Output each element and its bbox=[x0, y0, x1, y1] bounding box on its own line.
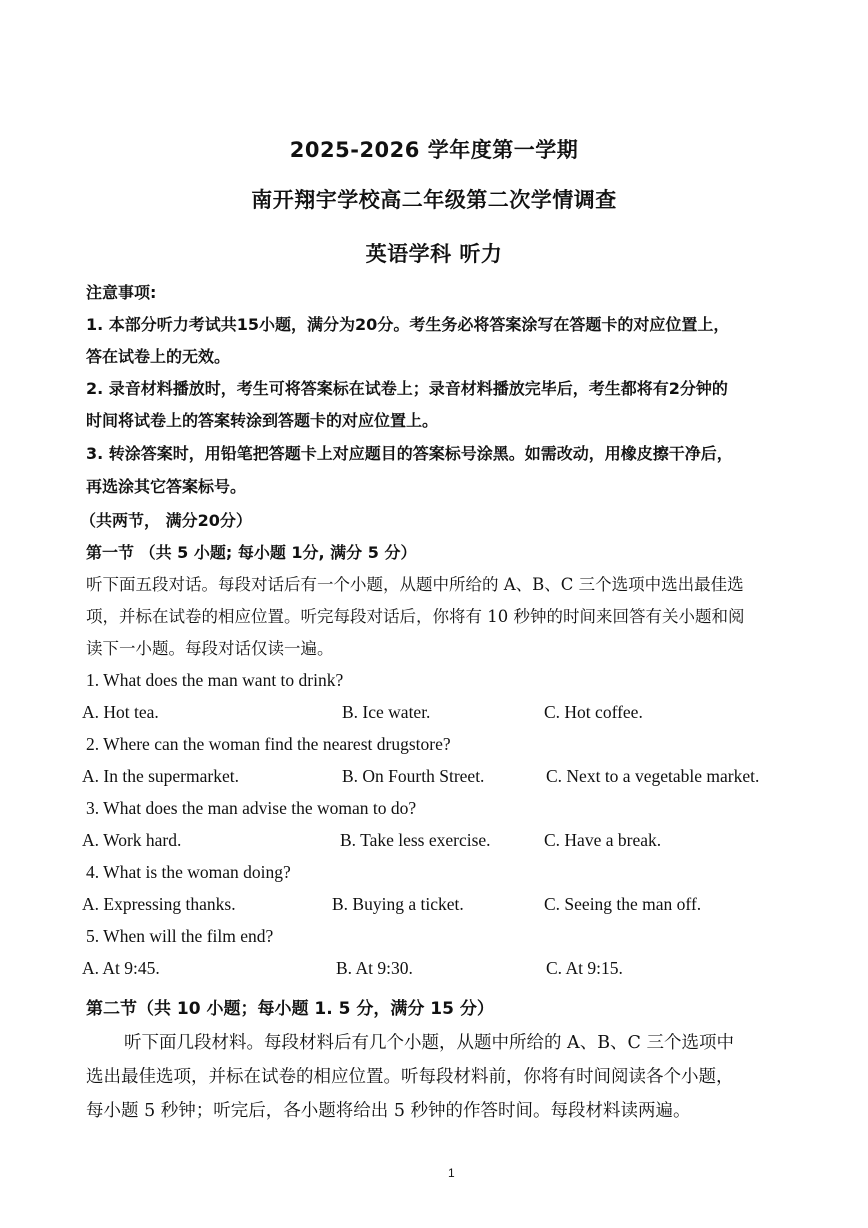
question-4: 4. What is the woman doing? bbox=[86, 862, 291, 882]
question-5: 5. When will the film end? bbox=[86, 926, 274, 946]
notice-item-1-cont: 答在试卷上的无效。 bbox=[86, 347, 231, 366]
notice-item-3-cont: 再选涂其它答案标号。 bbox=[86, 477, 247, 496]
question-4-option-a: A. Expressing thanks. bbox=[82, 894, 236, 914]
question-1-option-b: B. Ice water. bbox=[342, 702, 431, 722]
school-exam-title: 南开翔宇学校高二年级第二次学情调查 bbox=[251, 188, 617, 212]
page-number: 1 bbox=[448, 1166, 455, 1180]
section-1-instructions-cont: 项，并标在试卷的相应位置。听完每段对话后，你将有 10 秒钟的时间来回答有关小题和阅 bbox=[86, 607, 745, 626]
question-2: 2. Where can the woman find the nearest drugstore? bbox=[86, 734, 451, 754]
notice-item-1: 1. 本部分听力考试共15小题，满分为20分。考生务必将答案涂写在答题卡的对应位置上， bbox=[86, 315, 730, 334]
question-3-option-c: C. Have a break. bbox=[544, 830, 662, 850]
section-2-heading: 第二节（共 10 小题；每小题 1. 5 分，满分 15 分） bbox=[86, 999, 494, 1019]
question-1-option-c: C. Hot coffee. bbox=[544, 702, 643, 722]
question-3-option-a: A. Work hard. bbox=[82, 830, 182, 850]
section-1-instructions: 听下面五段对话。每段对话后有一个小题，从题中所给的 A、B、C 三个选项中选出最佳选 bbox=[86, 575, 744, 594]
total-score-note: （共两节， 满分20分） bbox=[80, 511, 252, 530]
question-2-option-a: A. In the supermarket. bbox=[82, 766, 239, 786]
subject-title: 英语学科 听力 bbox=[365, 242, 503, 266]
section-2-instructions: 听下面几段材料。每段材料后有几个小题，从题中所给的 A、B、C 三个选项中 bbox=[124, 1033, 735, 1053]
question-1-option-a: A. Hot tea. bbox=[82, 702, 159, 722]
question-3-option-b: B. Take less exercise. bbox=[340, 830, 491, 850]
question-4-option-b: B. Buying a ticket. bbox=[332, 894, 464, 914]
question-5-option-c: C. At 9:15. bbox=[546, 958, 623, 978]
notice-item-2: 2. 录音材料播放时，考生可将答案标在试卷上；录音材料播放完毕后，考生都将有2分钟的 bbox=[86, 379, 728, 398]
section-1-heading: 第一节 （共 5 小题; 每小题 1分, 满分 5 分） bbox=[86, 543, 417, 562]
question-2-option-b: B. On Fourth Street. bbox=[342, 766, 485, 786]
section-2-instructions-end: 每小题 5 秒钟；听完后，各小题将给出 5 秒钟的作答时间。每段材料读两遍。 bbox=[86, 1101, 691, 1121]
question-2-option-c: C. Next to a vegetable market. bbox=[546, 766, 760, 786]
exam-term-title: 2025-2026 学年度第一学期 bbox=[289, 138, 579, 162]
section-1-instructions-end: 读下一小题。每段对话仅读一遍。 bbox=[86, 639, 334, 658]
question-4-option-c: C. Seeing the man off. bbox=[544, 894, 702, 914]
section-2-instructions-cont: 选出最佳选项，并标在试卷的相应位置。听每段材料前，你将有时间阅读各个小题， bbox=[86, 1067, 734, 1087]
notice-heading: 注意事项: bbox=[86, 283, 157, 302]
notice-item-3: 3. 转涂答案时，用铅笔把答题卡上对应题目的答案标号涂黑。如需改动，用橡皮擦干净后， bbox=[86, 444, 733, 463]
question-3: 3. What does the man advise the woman to do? bbox=[86, 798, 417, 818]
question-5-option-b: B. At 9:30. bbox=[336, 958, 413, 978]
notice-item-2-cont: 时间将试卷上的答案转涂到答题卡的对应位置上。 bbox=[86, 411, 439, 430]
question-1: 1. What does the man want to drink? bbox=[86, 670, 344, 690]
question-5-option-a: A. At 9:45. bbox=[82, 958, 160, 978]
